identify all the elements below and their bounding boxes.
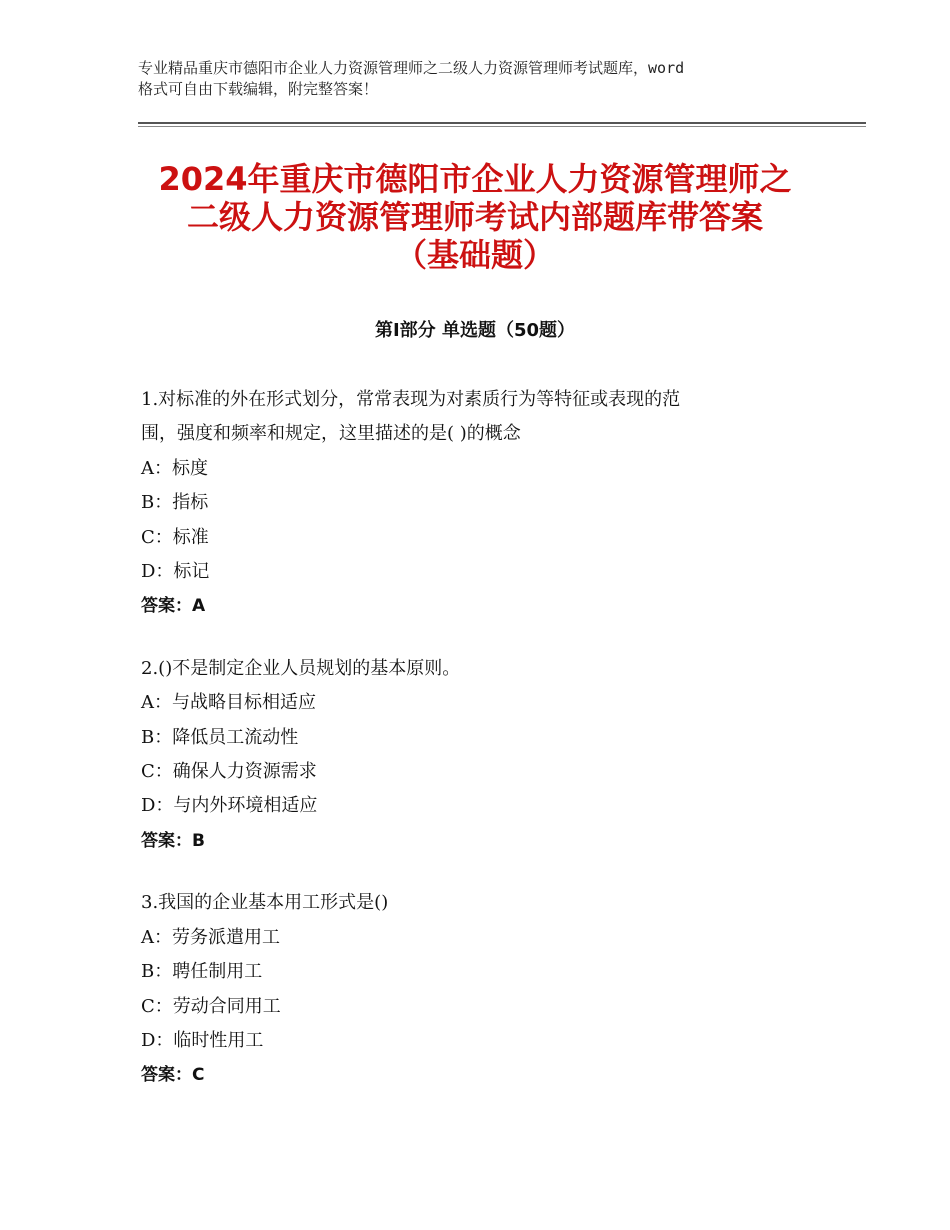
header-rule-thick: [138, 122, 866, 124]
document-title-line-1: 2024年重庆市德阳市企业人力资源管理师之: [158, 160, 792, 198]
header-note: [138, 58, 828, 100]
section-title: 第Ⅰ部分 单选题（50题）: [374, 320, 575, 341]
option-c: C：标准: [141, 526, 209, 548]
header-rule-thin: [138, 126, 866, 127]
option-b: B：聘任制用工: [141, 961, 263, 983]
option-c: C：确保人力资源需求: [141, 761, 317, 783]
document-title: [100, 160, 850, 274]
answer: 答案：C: [141, 1065, 205, 1086]
question-list: [141, 383, 841, 1121]
option-c: C：劳动合同用工: [141, 995, 281, 1017]
answer: 答案：B: [141, 830, 205, 851]
question-1: [141, 383, 841, 624]
question-text: 1.对标准的外在形式划分，常常表现为对素质行为等特征或表现的范: [141, 389, 681, 410]
document-title-line-2: 二级人力资源管理师考试内部题库带答案: [186, 198, 763, 236]
option-d: D：与内外环境相适应: [141, 795, 318, 817]
question-2: [141, 652, 841, 858]
option-d: D：临时性用工: [141, 1029, 264, 1051]
document-title-line-3: （基础题）: [394, 236, 555, 274]
question-text: 2.()不是制定企业人员规划的基本原则。: [141, 657, 461, 679]
option-d: D：标记: [141, 561, 210, 583]
option-b: B：指标: [141, 492, 209, 514]
question-text: 3.我国的企业基本用工形式是(): [141, 892, 389, 914]
question-3: [141, 886, 841, 1092]
question-text: 围，强度和频率和规定，这里描述的是( )的概念: [141, 423, 521, 445]
header-note-line-2: 格式可自由下载编辑，附完整答案！: [138, 80, 379, 98]
option-a: A：与战略目标相适应: [141, 692, 316, 714]
option-a: A：标度: [141, 457, 208, 479]
option-a: A：劳务派遣用工: [141, 926, 280, 948]
option-b: B：降低员工流动性: [141, 726, 299, 748]
header-note-line-1: 专业精品重庆市德阳市企业人力资源管理师之二级人力资源管理师考试题库，word: [138, 59, 685, 77]
answer: 答案：A: [141, 596, 206, 617]
